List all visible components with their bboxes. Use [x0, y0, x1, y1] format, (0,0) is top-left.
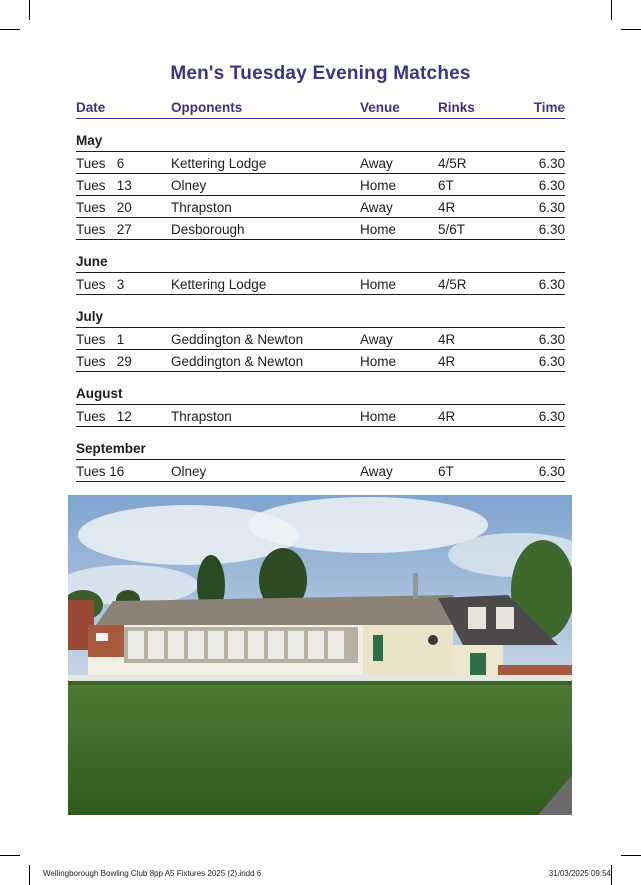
match-opponent: Kettering Lodge — [171, 156, 267, 171]
match-date: Tues 29 — [76, 354, 132, 369]
crop-mark — [621, 855, 641, 856]
match-time: 6.30 — [538, 332, 565, 347]
match-venue: Home — [360, 178, 397, 193]
match-venue: Away — [360, 156, 393, 171]
match-opponent: Thrapston — [171, 409, 232, 424]
table-row — [76, 152, 565, 174]
match-rinks: 6T — [438, 178, 454, 193]
match-venue: Away — [360, 332, 393, 347]
crop-mark — [0, 855, 20, 856]
match-date: Tues 3 — [76, 277, 125, 292]
table-row — [76, 174, 565, 196]
match-time: 6.30 — [538, 464, 565, 479]
match-time: 6.30 — [538, 200, 565, 215]
table-row — [76, 405, 565, 427]
match-time: 6.30 — [538, 156, 565, 171]
column-header-opponents: Opponents — [171, 100, 243, 115]
column-header-time: Time — [533, 100, 565, 115]
match-venue: Home — [360, 409, 397, 424]
clubhouse-photo — [68, 495, 572, 815]
match-date: Tues 16 — [76, 464, 125, 479]
match-opponent: Kettering Lodge — [171, 277, 267, 292]
match-venue: Away — [360, 464, 393, 479]
match-opponent: Geddington & Newton — [171, 354, 304, 369]
match-date: Tues 13 — [76, 178, 132, 193]
match-opponent: Geddington & Newton — [171, 332, 304, 347]
crop-mark — [29, 0, 30, 20]
month-name: May — [76, 133, 103, 148]
month-name: September — [76, 441, 146, 456]
crop-mark — [611, 865, 612, 885]
match-venue: Home — [360, 222, 397, 237]
match-date: Tues 6 — [76, 156, 125, 171]
print-slug-timestamp: 31/03/2025 09:54 — [548, 869, 611, 878]
match-opponent: Thrapston — [171, 200, 232, 215]
table-row — [76, 460, 565, 482]
match-date: Tues 20 — [76, 200, 132, 215]
match-rinks: 5/6T — [438, 222, 466, 237]
table-row — [76, 350, 565, 372]
match-rinks: 4R — [438, 200, 456, 215]
table-body — [76, 130, 565, 482]
month-name: June — [76, 254, 108, 269]
month-heading — [76, 383, 565, 405]
match-rinks: 6T — [438, 464, 454, 479]
column-header-rinks: Rinks — [438, 100, 475, 115]
clubhouse-illustration — [68, 495, 572, 815]
match-time: 6.30 — [538, 354, 565, 369]
match-rinks: 4/5R — [438, 156, 467, 171]
match-rinks: 4R — [438, 332, 456, 347]
column-header-date: Date — [76, 100, 106, 115]
match-time: 6.30 — [538, 409, 565, 424]
match-date: Tues 12 — [76, 409, 132, 424]
table-row — [76, 328, 565, 350]
table-header — [76, 98, 565, 119]
table-row — [76, 218, 565, 240]
table-row — [76, 196, 565, 218]
print-slug-file: Wellingborough Bowling Club 8pp A5 Fixtures 2025 (2).indd 6 — [43, 869, 262, 878]
match-venue: Away — [360, 200, 393, 215]
column-header-venue: Venue — [360, 100, 400, 115]
month-heading — [76, 438, 565, 460]
match-rinks: 4/5R — [438, 277, 467, 292]
month-heading — [76, 251, 565, 273]
table-row — [76, 273, 565, 295]
match-date: Tues 1 — [76, 332, 125, 347]
match-date: Tues 27 — [76, 222, 132, 237]
month-heading — [76, 306, 565, 328]
crop-mark — [611, 0, 612, 20]
match-venue: Home — [360, 354, 397, 369]
match-time: 6.30 — [538, 222, 565, 237]
match-venue: Home — [360, 277, 397, 292]
month-name: August — [76, 386, 123, 401]
match-opponent: Olney — [171, 464, 207, 479]
crop-mark — [29, 865, 30, 885]
match-rinks: 4R — [438, 409, 456, 424]
match-time: 6.30 — [538, 277, 565, 292]
match-rinks: 4R — [438, 354, 456, 369]
page-title: Men's Tuesday Evening Matches — [170, 63, 471, 84]
month-heading — [76, 130, 565, 152]
match-opponent: Olney — [171, 178, 207, 193]
crop-mark — [0, 29, 20, 30]
fixtures-table — [76, 98, 565, 482]
match-opponent: Desborough — [171, 222, 245, 237]
month-name: July — [76, 309, 104, 324]
crop-mark — [621, 29, 641, 30]
match-time: 6.30 — [538, 178, 565, 193]
